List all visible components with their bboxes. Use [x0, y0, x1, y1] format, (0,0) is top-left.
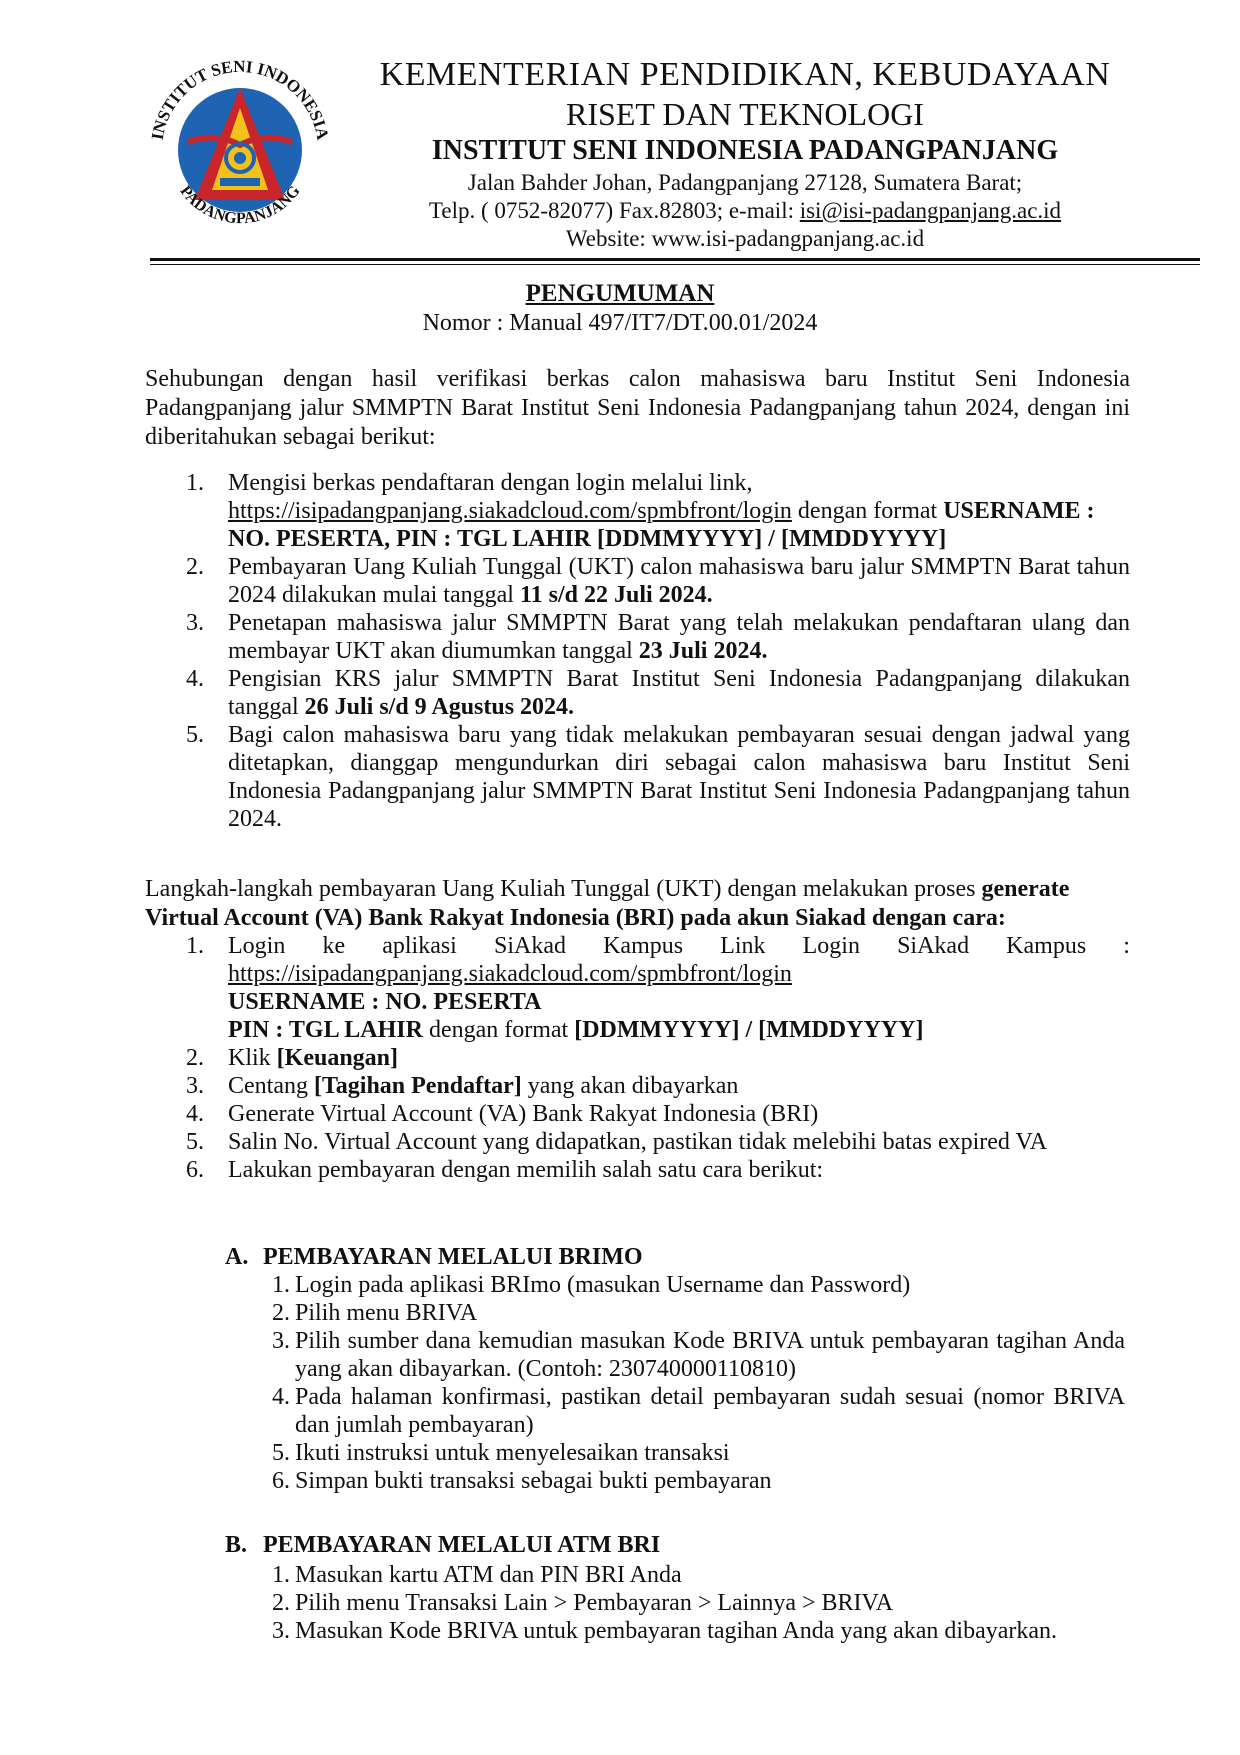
list-item: 4. Pengisian KRS jalur SMMPTN Barat Institut Seni Indonesia Padangpanjang dilakukan tanggal 26 Juli s/d 9 Agustus 2024.	[186, 666, 1130, 720]
document-title: PENGUMUMAN	[525, 280, 715, 307]
list-item: 3. Centang [Tagihan Pendaftar] yang akan dibayarkan	[186, 1073, 739, 1099]
logo-ring-text-bottom: PADANGPANJANG	[176, 182, 304, 228]
announcement-list	[186, 469, 1130, 833]
list-item: 5. Bagi calon mahasiswa baru yang tidak melakukan pembayaran sesuai dengan jadwal yang ditetapkan, dianggap mengundurkan diri sebagai calon mahasiswa baru Institut Seni Indonesia Padangpanjang jalur SMMPTN Barat Institut Seni Indonesia Padangpanjang tahun 2024.	[186, 722, 1130, 832]
list-item: 1. Login ke aplikasi SiAkad Kampus Link Login SiAkad Kampus : https://isipadangpanjang.siakadcloud.com/spmbfront/login USERNAME : NO. PESERTA PIN : TGL LAHIR dengan format [DDMMYYYY] / [MMDDYYYY]	[186, 933, 1130, 1043]
header-rule-thick	[150, 258, 1200, 261]
list-item: 2. Klik [Keuangan]	[186, 1045, 399, 1071]
list-item: 2. Pembayaran Uang Kuliah Tunggal (UKT) calon mahasiswa baru jalur SMMPTN Barat tahun 2024 dilakukan mulai tanggal 11 s/d 22 Juli 2024.	[186, 554, 1130, 608]
intro-paragraph: Sehubungan dengan hasil verifikasi berkas calon mahasiswa baru Institut Seni Indonesia Padangpanjang jalur SMMPTN Barat Institut Seni Indonesia Padangpanjang tahun 2024, dengan ini diberitahukan sebagai berikut:	[145, 366, 1130, 450]
contact-line	[345, 197, 1145, 225]
section-b-heading: B. PEMBAYARAN MELALUI ATM BRI	[225, 1532, 661, 1558]
ministry-line-1: KEMENTERIAN PENDIDIKAN, KEBUDAYAAN	[379, 56, 1111, 93]
website: Website: www.isi-padangpanjang.ac.id	[565, 226, 925, 251]
list-item: 1. Login pada aplikasi BRImo (masukan Username dan Password)	[272, 1272, 911, 1298]
list-item: 6. Lakukan pembayaran dengan memilih salah satu cara berikut:	[186, 1157, 824, 1183]
spmb-login-link[interactable]: https://isipadangpanjang.siakadcloud.com/spmbfront/login	[228, 498, 792, 524]
email-link[interactable]: isi@isi-padangpanjang.ac.id	[799, 198, 1062, 223]
logo-ring-text-top: INSTITUT SENI INDONESIA	[147, 56, 333, 142]
list-item: 4. Generate Virtual Account (VA) Bank Rakyat Indonesia (BRI)	[186, 1101, 819, 1127]
list-item: 2. Pilih menu Transaksi Lain > Pembayaran > Lainnya > BRIVA	[272, 1590, 894, 1616]
list-item: 5. Ikuti instruksi untuk menyelesaikan transaksi	[272, 1440, 730, 1466]
section-b-list	[272, 1561, 1125, 1645]
list-item: 3. Pilih sumber dana kemudian masukan Kode BRIVA untuk pembayaran tagihan Anda yang akan dibayarkan. (Contoh: 230740000110810)	[272, 1328, 1125, 1382]
document-number: Nomor : Manual 497/IT7/DT.00.01/2024	[422, 310, 818, 336]
institution-name: INSTITUT SENI INDONESIA PADANGPANJANG	[431, 135, 1059, 166]
list-item: 5. Salin No. Virtual Account yang didapatkan, pastikan tidak melebihi batas expired VA	[186, 1129, 1048, 1155]
siakad-login-link[interactable]: https://isipadangpanjang.siakadcloud.com/spmbfront/login	[228, 961, 792, 987]
list-item: 6. Simpan bukti transaksi sebagai bukti pembayaran	[272, 1468, 772, 1494]
list-item: 1. Masukan kartu ATM dan PIN BRI Anda	[272, 1562, 682, 1588]
list-item: 1. Mengisi berkas pendaftaran dengan login melalui link, https://isipadangpanjang.siakadcloud.com/spmbfront/login dengan format USERNAME : NO. PESERTA, PIN : TGL LAHIR [DDMMYYYY] / [MMDDYYYY]	[186, 470, 1095, 552]
list-item: 3. Masukan Kode BRIVA untuk pembayaran tagihan Anda yang akan dibayarkan.	[272, 1618, 1058, 1644]
contact-prefix: Telp. ( 0752-82077) Fax.82803; e-mail:	[428, 198, 800, 223]
section-a-heading: A. PEMBAYARAN MELALUI BRIMO	[225, 1244, 643, 1270]
isi-padangpanjang-logo	[140, 50, 340, 250]
list-item: 3. Penetapan mahasiswa jalur SMMPTN Barat yang telah melakukan pendaftaran ulang dan membayar UKT akan diumumkan tanggal 23 Juli 2024.	[186, 610, 1130, 664]
ministry-line-2: RISET DAN TEKNOLOGI	[566, 96, 924, 132]
steps-intro: Langkah-langkah pembayaran Uang Kuliah Tunggal (UKT) dengan melakukan proses generate Virtual Account (VA) Bank Rakyat Indonesia (BRI) pada akun Siakad dengan cara:	[145, 876, 1070, 931]
steps-list	[186, 932, 1130, 1184]
list-item: 4. Pada halaman konfirmasi, pastikan detail pembayaran sudah sesuai (nomor BRIVA dan jumlah pembayaran)	[272, 1384, 1125, 1438]
header-rule-thin	[150, 264, 1200, 265]
section-a-list	[272, 1271, 1125, 1495]
address: Jalan Bahder Johan, Padangpanjang 27128, Sumatera Barat;	[467, 170, 1023, 195]
letterhead	[345, 55, 1145, 253]
list-item: 2. Pilih menu BRIVA	[272, 1300, 478, 1326]
